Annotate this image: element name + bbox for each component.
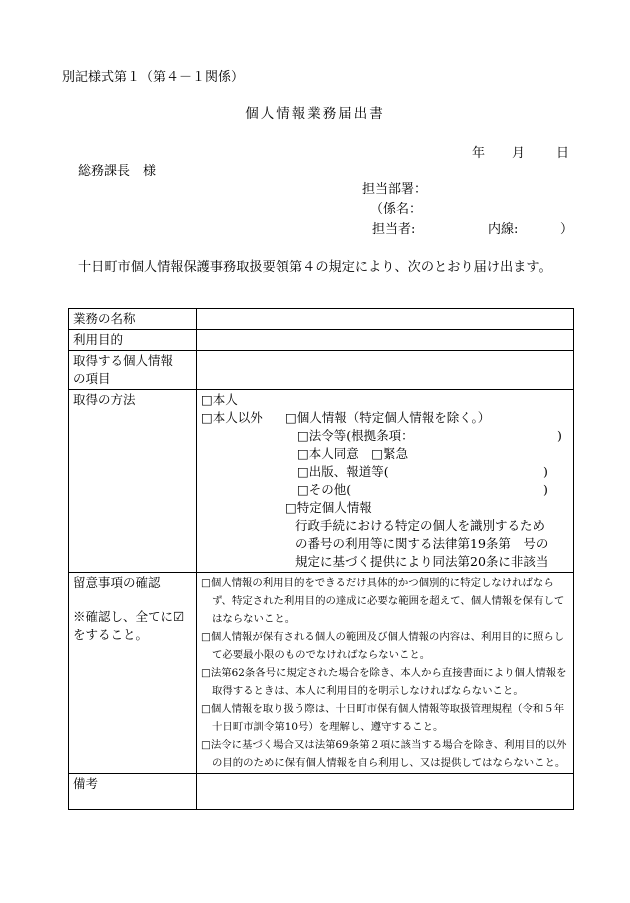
remarks-field[interactable] bbox=[197, 774, 574, 810]
notes-label: 留意事項の確認 bbox=[73, 575, 161, 590]
form-number: 別記様式第１（第４－１関係） bbox=[62, 70, 245, 85]
consent-emergency-checkbox[interactable]: □本人同意 □緊急 bbox=[297, 446, 409, 461]
notes-list bbox=[197, 573, 574, 774]
table-row bbox=[69, 774, 574, 810]
items-label bbox=[69, 351, 197, 390]
addressee: 総務課長 様 bbox=[78, 164, 157, 179]
self-checkbox[interactable]: □本人 bbox=[201, 392, 238, 407]
others-close-paren: ) bbox=[543, 482, 548, 497]
specific-text-line: 規定に基づく提供により同法第20条に非該当 bbox=[295, 554, 549, 569]
date-month-label: 月 bbox=[512, 146, 526, 161]
notification-form-table bbox=[68, 308, 574, 810]
law-close-paren: ) bbox=[557, 428, 562, 443]
notes-label-cell bbox=[69, 573, 197, 774]
items-label-line: 取得する個人情報 bbox=[73, 353, 174, 368]
person-in-charge-label: 担当者: bbox=[372, 222, 416, 237]
other-than-self-checkbox[interactable]: □本人以外 bbox=[201, 410, 263, 425]
section-label: （係名： bbox=[370, 202, 423, 217]
business-name-field[interactable] bbox=[197, 309, 574, 330]
note-checkbox-item[interactable]: □個人情報の利用目的をできるだけ具体的かつ個別的に特定しなければならず、特定された利用目的の達成に必要な範囲を超えて、個人情報を保有してはならないこと。 bbox=[201, 577, 565, 625]
items-field[interactable] bbox=[197, 351, 574, 390]
law-checkbox[interactable]: □法令等(根拠条項： bbox=[297, 428, 414, 443]
note-checkbox-item[interactable]: □個人情報が保有される個人の範囲及び個人情報の内容は、利用目的に照らして必要最小限のものでなければならないこと。 bbox=[201, 631, 565, 661]
remarks-label: 備考 bbox=[69, 774, 197, 810]
note-checkbox-item[interactable]: □法令に基づく場合又は法第69条第２項に該当する場合を除き、利用目的以外の目的のために保有個人情報を自ら利用し、又は提供してはならないこと。 bbox=[201, 739, 567, 769]
personal-info-checkbox[interactable]: □個人情報（特定個人情報を除く。） bbox=[285, 410, 491, 425]
items-label-line: の項目 bbox=[73, 371, 111, 386]
purpose-field[interactable] bbox=[197, 330, 574, 351]
table-row bbox=[69, 390, 574, 573]
table-row bbox=[69, 351, 574, 390]
specific-text-line: の番号の利用等に関する法律第19条第 号の bbox=[295, 536, 549, 551]
purpose-label: 利用目的 bbox=[69, 330, 197, 351]
table-row bbox=[69, 330, 574, 351]
specific-personal-info-checkbox[interactable]: □特定個人情報 bbox=[285, 500, 372, 515]
note-checkbox-item[interactable]: □個人情報を取り扱う際は、十日町市保有個人情報等取扱管理規程（令和５年十日町市訓令第10号）を理解し、遵守すること。 bbox=[201, 703, 565, 733]
department-label: 担当部署： bbox=[362, 182, 428, 197]
table-row bbox=[69, 573, 574, 774]
notes-instruction-line: をすること。 bbox=[73, 627, 149, 642]
document-title: 個人情報業務届出書 bbox=[245, 106, 385, 122]
method-options bbox=[197, 390, 574, 573]
others-checkbox[interactable]: □その他( bbox=[297, 482, 352, 497]
publication-close-paren: ) bbox=[543, 464, 548, 479]
business-name-label: 業務の名称 bbox=[69, 309, 197, 330]
table-row bbox=[69, 309, 574, 330]
publication-checkbox[interactable]: □出版、報道等( bbox=[297, 464, 389, 479]
notes-instruction-line: ※確認し、全てに☑ bbox=[73, 609, 185, 624]
intro-text: 十日町市個人情報保護事務取扱要領第４の規定により、次のとおり届け出ます。 bbox=[78, 260, 552, 275]
extension-label: 内線: bbox=[488, 222, 519, 237]
method-label: 取得の方法 bbox=[69, 390, 197, 573]
date-year-label: 年 bbox=[472, 146, 486, 161]
date-day-label: 日 bbox=[556, 146, 570, 161]
specific-text-line: 行政手続における特定の個人を識別するため bbox=[295, 518, 546, 533]
closing-parenthesis: ） bbox=[560, 222, 574, 237]
note-checkbox-item[interactable]: □法第62条各号に規定された場合を除き、本人から直接書面により個人情報を取得するときは、本人に利用目的を明示しなければならないこと。 bbox=[201, 667, 567, 697]
